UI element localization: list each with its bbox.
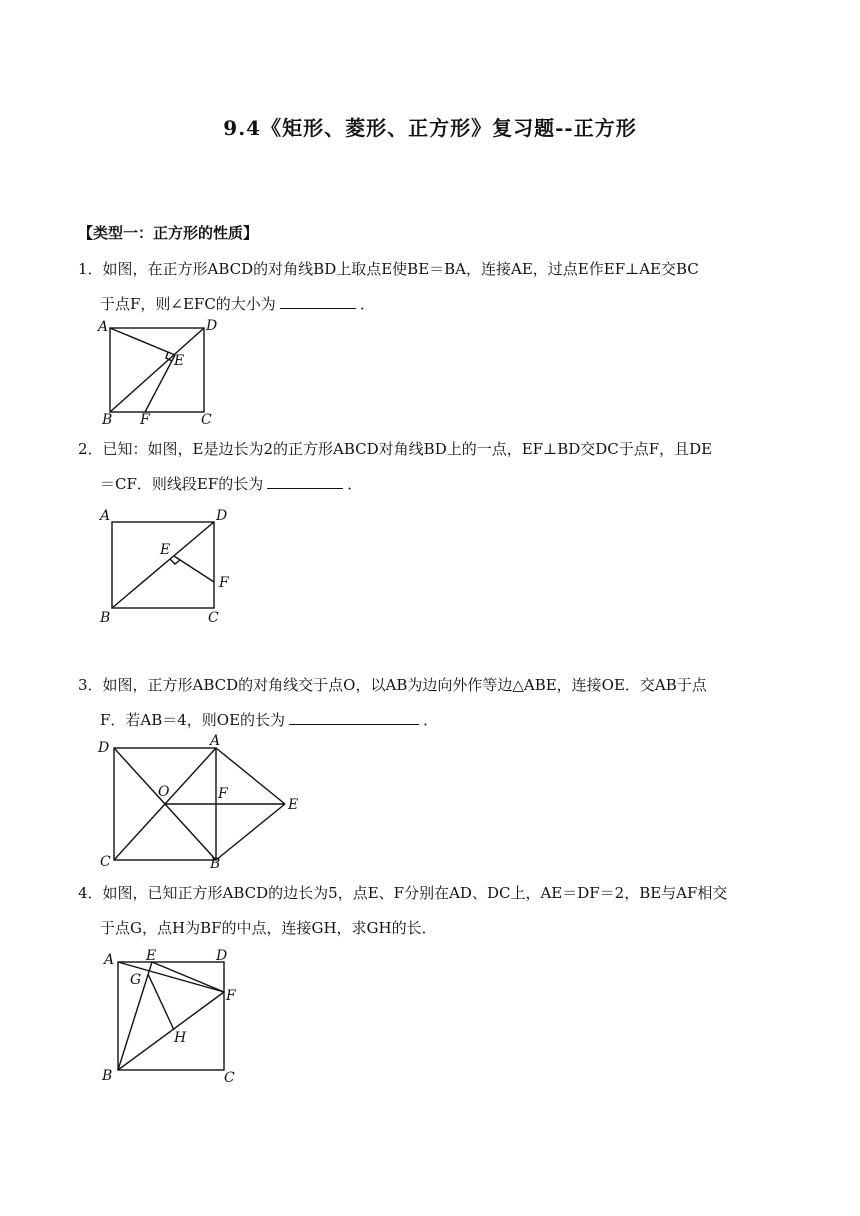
label-b: B bbox=[102, 1068, 113, 1084]
label-f: F bbox=[219, 575, 229, 591]
segment-ef bbox=[152, 962, 224, 992]
question-text-line1: 已知：如图，E是边长为2的正方形ABCD对角线BD上的一点，EF⊥BD交DC于点F，且DE bbox=[102, 440, 713, 458]
label-d: D bbox=[216, 508, 228, 524]
figure-4 bbox=[94, 946, 254, 1088]
question-text-line1: 如图，已知正方形ABCD的边长为5，点E、F分别在AD、DC上，AE＝DF＝2，BE与AF相交 bbox=[102, 884, 728, 902]
diagonal-bd bbox=[110, 328, 204, 412]
label-c: C bbox=[224, 1070, 235, 1086]
label-e: E bbox=[160, 542, 171, 558]
segment-gh bbox=[148, 974, 174, 1030]
answer-blank[interactable] bbox=[289, 706, 419, 725]
section-heading: 【类型一：正方形的性质】 bbox=[78, 224, 259, 242]
question-text-line2: F．若AB＝4，则OE的长为 bbox=[100, 711, 286, 729]
question-number: 2． bbox=[78, 440, 103, 458]
segment-bf bbox=[118, 992, 224, 1070]
figure-1 bbox=[94, 316, 224, 428]
label-o: O bbox=[158, 784, 170, 800]
label-a: A bbox=[98, 319, 109, 335]
figure-2 bbox=[94, 504, 244, 628]
question-2 bbox=[78, 432, 790, 502]
label-c: C bbox=[208, 610, 219, 626]
segment-ef bbox=[174, 556, 214, 582]
label-a: A bbox=[104, 952, 115, 968]
question-4 bbox=[78, 876, 790, 946]
label-e: E bbox=[146, 948, 157, 964]
label-e: E bbox=[174, 353, 185, 369]
segment-ae bbox=[110, 328, 175, 355]
question-end: ． bbox=[359, 295, 375, 313]
label-c: C bbox=[201, 412, 212, 428]
label-a: A bbox=[100, 508, 111, 524]
label-c: C bbox=[100, 854, 111, 870]
figure-3 bbox=[94, 732, 314, 872]
question-text-line2: ＝CF．则线段EF的长为 bbox=[100, 475, 264, 493]
label-h: H bbox=[174, 1030, 187, 1046]
question-text-line2: 于点F，则∠EFC的大小为 bbox=[100, 295, 276, 313]
label-a: A bbox=[210, 733, 221, 749]
question-number: 4． bbox=[78, 884, 103, 902]
question-number: 1． bbox=[78, 260, 103, 278]
label-b: B bbox=[100, 610, 111, 626]
label-d: D bbox=[216, 948, 228, 964]
question-number: 3． bbox=[78, 676, 103, 694]
label-d: D bbox=[98, 740, 110, 756]
label-f: F bbox=[140, 412, 150, 428]
answer-blank[interactable] bbox=[280, 290, 356, 309]
label-f: F bbox=[226, 988, 236, 1004]
question-end: ． bbox=[347, 475, 363, 493]
page-title: 9.4《矩形、菱形、正方形》复习题--正方形 bbox=[223, 116, 637, 140]
diagonal-bd bbox=[112, 522, 214, 608]
question-end: ． bbox=[423, 711, 439, 729]
question-text-line1: 如图，在正方形ABCD的对角线BD上取点E使BE＝BA，连接AE，过点E作EF⊥AE交BC bbox=[102, 260, 699, 278]
label-b: B bbox=[210, 856, 221, 872]
question-text-line1: 如图，正方形ABCD的对角线交于点O，以AB为边向外作等边△ABE，连接OE．交AB于点 bbox=[102, 676, 707, 694]
label-g: G bbox=[130, 972, 142, 988]
question-1 bbox=[78, 252, 790, 322]
segment-ef bbox=[145, 355, 175, 412]
label-f: F bbox=[218, 786, 228, 802]
question-text-line2: 于点G，点H为BF的中点，连接GH，求GH的长． bbox=[100, 919, 437, 937]
label-d: D bbox=[206, 318, 218, 334]
segment-be bbox=[216, 804, 285, 860]
question-3 bbox=[78, 668, 790, 738]
label-b: B bbox=[102, 412, 113, 428]
label-e: E bbox=[288, 797, 299, 813]
answer-blank[interactable] bbox=[267, 470, 343, 489]
